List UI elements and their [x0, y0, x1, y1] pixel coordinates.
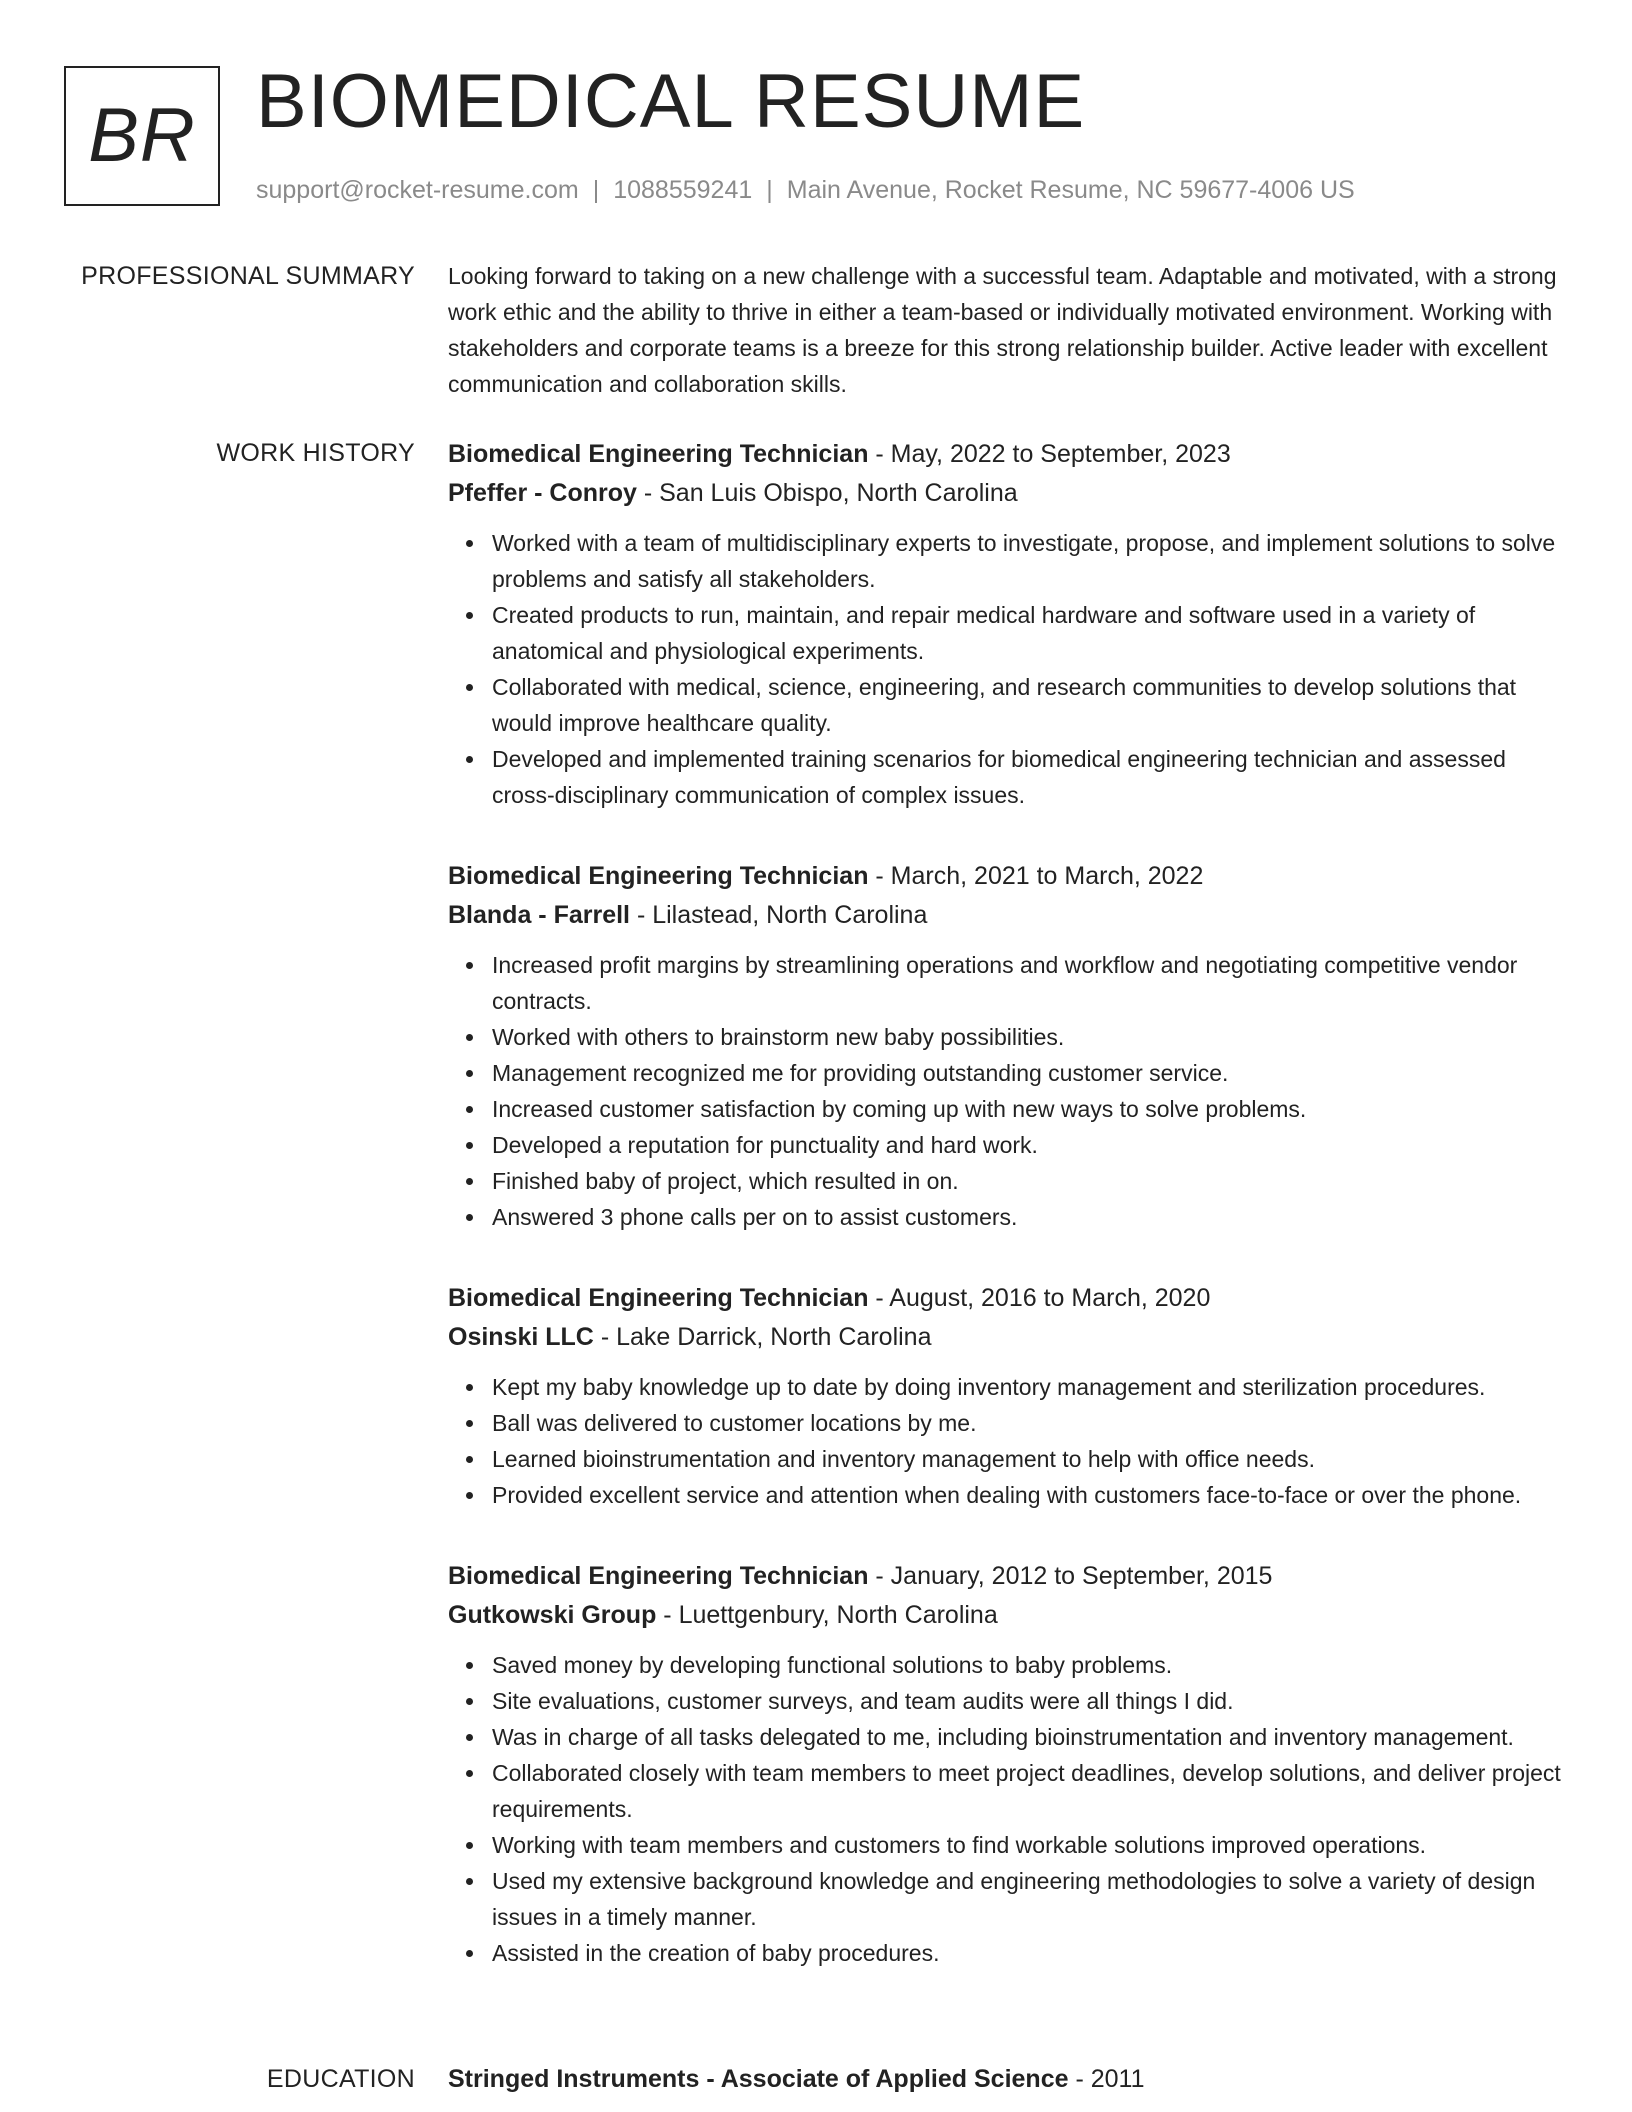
job-bullets [448, 525, 1568, 813]
job-bullet: Assisted in the creation of baby procedures. [492, 1935, 1568, 1971]
contact-phone: 1088559241 [613, 176, 753, 204]
contact-separator: | [592, 176, 600, 204]
summary-body [448, 258, 1568, 402]
work-history-label: WORK HISTORY [216, 439, 415, 467]
job-company: Blanda - Farrell [448, 901, 630, 929]
education-degree: Stringed Instruments - Associate of Applied Science [448, 2065, 1069, 2093]
work-history-body [448, 435, 1568, 2015]
job-title: Biomedical Engineering Technician [448, 1562, 869, 1590]
contact-email: support@rocket-resume.com [256, 176, 579, 204]
job-bullet: Provided excellent service and attention when dealing with customers face-to-face or over the phone. [492, 1477, 1568, 1513]
job-dates: - May, 2022 to September, 2023 [868, 440, 1231, 468]
monogram-initials: BR [88, 93, 196, 178]
contact-separator: | [766, 176, 773, 204]
job-title-line [448, 1557, 1568, 1596]
job-company-line [448, 474, 1568, 513]
education-year: - 2011 [1068, 2065, 1145, 2093]
job-bullet: Ball was delivered to customer locations by me. [492, 1405, 1568, 1441]
job-company-line [448, 1596, 1568, 1635]
job-bullet: Created products to run, maintain, and repair medical hardware and software used in a variety of anatomical and physiological experiments. [492, 597, 1568, 669]
job-bullet: Kept my baby knowledge up to date by doing inventory management and sterilization procedures. [492, 1369, 1568, 1405]
page-title: BIOMEDICAL RESUME [256, 59, 1086, 144]
job-bullet: Was in charge of all tasks delegated to me, including bioinstrumentation and inventory management. [492, 1719, 1568, 1755]
job-bullet: Saved money by developing functional solutions to baby problems. [492, 1647, 1568, 1683]
job-location: - San Luis Obispo, North Carolina [636, 479, 1018, 507]
job-bullet: Collaborated closely with team members to meet project deadlines, develop solutions, and deliver project requirements. [492, 1755, 1568, 1827]
education-line [448, 2061, 1568, 2097]
job-bullet: Worked with others to brainstorm new baby possibilities. [492, 1019, 1568, 1055]
job-bullet: Increased profit margins by streamlining operations and workflow and negotiating competitive vendor contracts. [492, 947, 1568, 1019]
job-bullets [448, 1647, 1568, 1971]
job-title: Biomedical Engineering Technician [448, 862, 869, 890]
job-bullet: Site evaluations, customer surveys, and team audits were all things I did. [492, 1683, 1568, 1719]
job-entry [448, 1279, 1568, 1513]
job-title-line [448, 1279, 1568, 1318]
job-bullet: Developed a reputation for punctuality and hard work. [492, 1127, 1568, 1163]
job-dates: - March, 2021 to March, 2022 [868, 862, 1204, 890]
job-company: Osinski LLC [448, 1323, 594, 1351]
job-bullet: Collaborated with medical, science, engineering, and research communities to develop solutions that would improve healthcare quality. [492, 669, 1568, 741]
job-bullet: Increased customer satisfaction by coming up with new ways to solve problems. [492, 1091, 1568, 1127]
job-title: Biomedical Engineering Technician [448, 440, 869, 468]
job-bullet: Working with team members and customers to find workable solutions improved operations. [492, 1827, 1568, 1863]
job-entry [448, 435, 1568, 813]
job-entry [448, 857, 1568, 1235]
job-bullet: Answered 3 phone calls per on to assist customers. [492, 1199, 1568, 1235]
job-bullet: Developed and implemented training scenarios for biomedical engineering technician and assessed cross-disciplinary communication of complex issues. [492, 741, 1568, 813]
job-company-line [448, 896, 1568, 935]
job-title-line [448, 857, 1568, 896]
education-body [448, 2061, 1568, 2097]
job-bullet: Management recognized me for providing outstanding customer service. [492, 1055, 1568, 1091]
education-label: EDUCATION [266, 2065, 415, 2093]
job-company-line [448, 1318, 1568, 1357]
job-location: - Lake Darrick, North Carolina [593, 1323, 932, 1351]
job-bullets [448, 1369, 1568, 1513]
job-title-line [448, 435, 1568, 474]
contact-line [256, 174, 1355, 207]
job-bullet: Worked with a team of multidisciplinary experts to investigate, propose, and implement solutions to solve problems and satisfy all stakeholders. [492, 525, 1568, 597]
job-location: - Luettgenbury, North Carolina [656, 1601, 998, 1629]
job-location: - Lilastead, North Carolina [630, 901, 928, 929]
job-title: Biomedical Engineering Technician [448, 1284, 869, 1312]
job-dates: - January, 2012 to September, 2015 [868, 1562, 1273, 1590]
summary-label: PROFESSIONAL SUMMARY [81, 262, 415, 290]
contact-address: Main Avenue, Rocket Resume, NC 59677-4006 US [786, 176, 1355, 204]
job-bullet: Learned bioinstrumentation and inventory management to help with office needs. [492, 1441, 1568, 1477]
job-bullet: Finished baby of project, which resulted in on. [492, 1163, 1568, 1199]
job-bullets [448, 947, 1568, 1235]
job-bullet: Used my extensive background knowledge and engineering methodologies to solve a variety of design issues in a timely manner. [492, 1863, 1568, 1935]
job-dates: - August, 2016 to March, 2020 [868, 1284, 1211, 1312]
job-company: Pfeffer - Conroy [448, 479, 637, 507]
summary-text: Looking forward to taking on a new challenge with a successful team. Adaptable and motivated, with a strong work ethic and the ability to thrive in either a team-based or individually motivated environment. Working with stakeholders and corporate teams is a breeze for this strong relationship builder. Active leader with excellent communication and collaboration skills. [448, 263, 1557, 397]
job-entry [448, 1557, 1568, 1971]
job-company: Gutkowski Group [448, 1601, 657, 1629]
monogram-box [64, 66, 220, 206]
